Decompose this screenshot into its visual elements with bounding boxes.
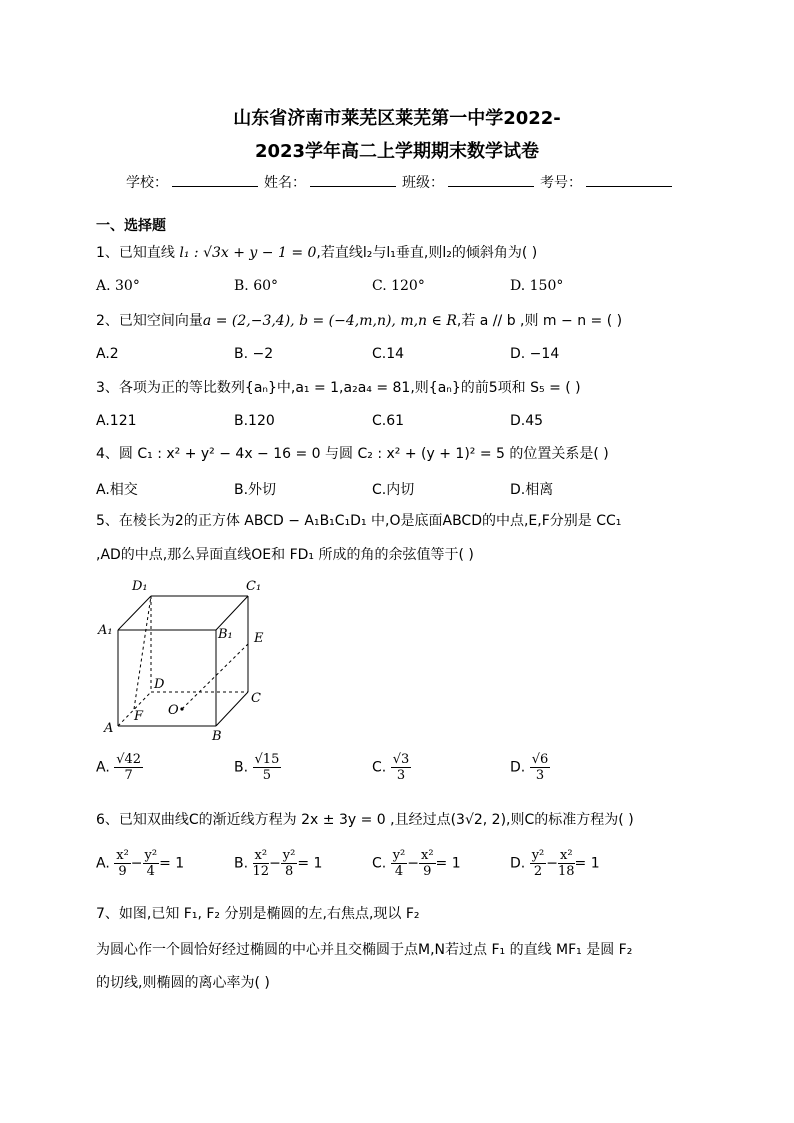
q6-a-label: A.: [96, 855, 110, 872]
edge-a1d1: [118, 596, 151, 630]
class-blank[interactable]: [448, 172, 534, 187]
label-o: O: [168, 703, 179, 718]
edge-b1c1: [216, 596, 248, 630]
label-e: E: [254, 631, 264, 646]
segment-fd1-hidden: [134, 596, 151, 709]
q6-c-frac2-num: x²: [420, 848, 434, 863]
question-4: 4、圆 C₁ : x² + y² − 4x − 16 = 0 与圆 C₂ : x² + (y + 1)² = 5 的位置关系是( ): [96, 446, 609, 462]
cube-figure: [96, 574, 276, 744]
q5-b-label: B.: [234, 759, 249, 776]
q5-c-label: C.: [372, 759, 387, 776]
student-info-row: [126, 172, 674, 192]
q6-b-frac1-num: x²: [254, 848, 268, 863]
q6-c-frac2-den: 9: [423, 864, 432, 879]
q6-c-frac1-num: y²: [392, 848, 406, 863]
question-7-line1: 7、如图,已知 F₁, F₂ 分别是椭圆的左,右焦点,现以 F₂: [96, 906, 420, 922]
q4-option-c[interactable]: C.内切: [372, 482, 415, 498]
label-c: C: [251, 691, 261, 706]
q6-a-frac2-den: 4: [146, 864, 155, 879]
q1-prefix: 1、已知直线: [96, 245, 175, 261]
q6-b-frac2-num: y²: [282, 848, 296, 863]
label-d: D: [154, 677, 165, 692]
q2-math: a = (2,−3,4), b = (−4,m,n), m,n ∈ R: [202, 313, 457, 329]
q6-a-equals: = 1: [159, 855, 185, 872]
q2-option-d[interactable]: D. −14: [510, 346, 560, 362]
q3-option-a[interactable]: A.121: [96, 413, 137, 429]
q1-option-b[interactable]: B. 60°: [234, 278, 279, 294]
q6-a-frac1-num: x²: [116, 848, 129, 863]
point-o: [180, 707, 183, 710]
label-b1: B₁: [218, 627, 233, 642]
q5-option-d[interactable]: [510, 752, 550, 783]
label-a: A: [104, 721, 114, 736]
q3-option-d[interactable]: D.45: [510, 413, 544, 429]
q3-option-c[interactable]: C.61: [372, 413, 405, 429]
question-7-line3: 的切线,则椭圆的离心率为( ): [96, 975, 270, 991]
school-blank[interactable]: [172, 172, 258, 187]
q6-option-a[interactable]: [96, 848, 184, 879]
q5-d-label: D.: [510, 759, 526, 776]
label-b: B: [212, 729, 222, 744]
q1-suffix: ,若直线l₂与l₁垂直,则l₂的倾斜角为( ): [316, 245, 538, 261]
q6-d-frac2-den: 18: [557, 864, 575, 879]
question-5-line1: 5、在棱长为2的正方体 ABCD − A₁B₁C₁D₁ 中,O是底面ABCD的中点,E,F分别是 CC₁: [96, 513, 622, 529]
q5-option-b[interactable]: [234, 752, 281, 783]
question-1: [96, 242, 537, 262]
q4-option-b[interactable]: B.外切: [234, 482, 277, 498]
q2-suffix: ,若 a // b ,则 m − n = ( ): [456, 313, 623, 329]
q5-option-c[interactable]: [372, 752, 411, 783]
q5-b-den: 5: [262, 768, 272, 783]
label-d1: D₁: [132, 579, 148, 594]
q6-c-minus: −: [407, 855, 419, 872]
q1-math: l₁ : √3x + y − 1 = 0: [179, 245, 317, 261]
q6-b-frac1-den: 12: [252, 864, 270, 879]
q6-c-equals: = 1: [435, 855, 461, 872]
q2-option-a[interactable]: A.2: [96, 346, 119, 362]
section-heading: 一、选择题: [96, 218, 166, 234]
q6-d-frac1-num: y²: [531, 848, 545, 863]
q2-prefix: 2、已知空间向量: [96, 313, 203, 329]
q2-option-b[interactable]: B. −2: [234, 346, 274, 362]
q2-option-c[interactable]: C.14: [372, 346, 405, 362]
q5-d-den: 3: [535, 768, 545, 783]
question-6: 6、已知双曲线C的渐近线方程为 2x ± 3y = 0 ,且经过点(3√2, 2),则C的标准方程为( ): [96, 812, 634, 828]
label-a1: A₁: [98, 623, 113, 638]
q6-option-c[interactable]: [372, 848, 461, 879]
question-2: [96, 310, 622, 330]
q6-b-minus: −: [269, 855, 281, 872]
q6-d-minus: −: [546, 855, 558, 872]
q4-option-a[interactable]: A.相交: [96, 482, 138, 498]
question-7-line2: 为圆心作一个圆恰好经过椭圆的中心并且交椭圆于点M,N若过点 F₁ 的直线 MF₁ 是圆 F₂: [96, 942, 633, 958]
q6-a-minus: −: [130, 855, 143, 872]
exam-number-label: 考号：: [540, 175, 582, 191]
q5-c-den: 3: [396, 768, 406, 783]
segment-oe-hidden: [182, 644, 248, 709]
q6-c-frac1-den: 4: [394, 864, 404, 879]
q5-d-num: √6: [531, 752, 549, 767]
school-label: 学校：: [126, 175, 168, 191]
q4-option-d[interactable]: D.相离: [510, 482, 554, 498]
q6-option-d[interactable]: [510, 848, 600, 879]
question-5-line2: ,AD的中点,那么异面直线OE和 FD₁ 所成的角的余弦值等于( ): [96, 547, 474, 563]
q6-b-equals: = 1: [297, 855, 323, 872]
name-label: 姓名：: [264, 175, 306, 191]
q6-d-equals: = 1: [574, 855, 600, 872]
class-label: 班级：: [402, 175, 444, 191]
q6-d-frac1-den: 2: [533, 864, 543, 879]
q5-option-a[interactable]: [96, 752, 143, 783]
q6-d-label: D.: [510, 855, 526, 872]
q5-a-num: √42: [116, 752, 142, 767]
q6-b-label: B.: [234, 855, 249, 872]
q5-b-num: √15: [254, 752, 280, 767]
q6-option-b[interactable]: [234, 848, 322, 879]
name-blank[interactable]: [310, 172, 396, 187]
q5-a-label: A.: [96, 759, 110, 776]
q5-c-num: √3: [392, 752, 410, 767]
q3-option-b[interactable]: B.120: [234, 413, 275, 429]
q6-d-frac2-num: x²: [559, 848, 573, 863]
edge-bc: [216, 692, 248, 726]
exam-title-line1: 山东省济南市莱芜区莱芜第一中学2022-: [233, 108, 561, 129]
q1-option-c[interactable]: C. 120°: [372, 278, 425, 294]
q6-a-frac1-den: 9: [118, 864, 127, 879]
question-3: 3、各项为正的等比数列{aₙ}中,a₁ = 1,a₂a₄ = 81,则{aₙ}的前5项和 S₅ = ( ): [96, 380, 581, 396]
label-f: F: [134, 709, 144, 724]
q6-c-label: C.: [372, 855, 387, 872]
label-c1: C₁: [246, 579, 262, 594]
q1-option-d[interactable]: D. 150°: [510, 278, 564, 294]
exam-number-blank[interactable]: [586, 172, 672, 187]
exam-title-line2: 2023学年高二上学期期末数学试卷: [254, 141, 540, 162]
q6-a-frac2-num: y²: [144, 848, 158, 863]
q6-b-frac2-den: 8: [284, 864, 294, 879]
q5-a-den: 7: [124, 768, 133, 783]
q1-option-a[interactable]: A. 30°: [96, 278, 140, 294]
